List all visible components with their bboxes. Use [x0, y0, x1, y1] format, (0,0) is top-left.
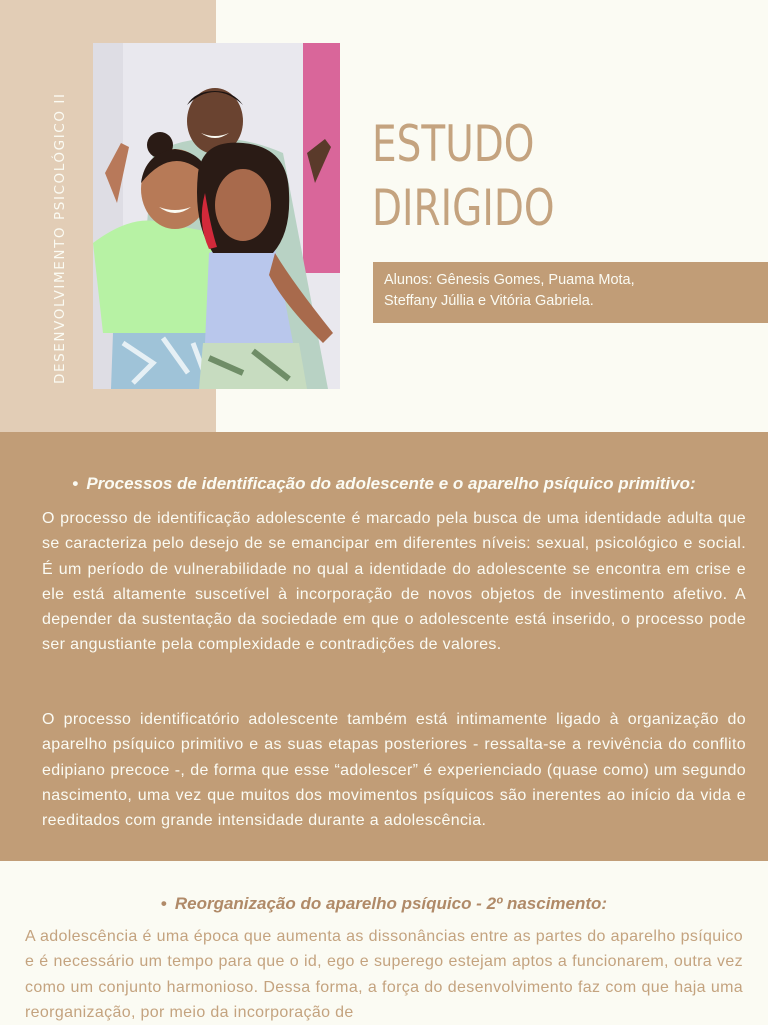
section-reorganization [0, 861, 768, 1024]
bullet-icon: • [160, 894, 167, 913]
section1-heading-text: Processos de identificação do adolescente e o aparelho psíquico primitivo: [86, 474, 696, 493]
section-identification [0, 432, 768, 861]
group-photo-illustration [93, 43, 340, 389]
section2-paragraph-1: A adolescência é uma época que aumenta as dissonâncias entre as partes do aparelho psíquico e é necessário um tempo para que o id, ego e superego estejam aptos a funcionarem, outra vez como um conjunto harmonioso. Dessa forma, a força do desenvolvimento faz com que haja uma reorganização, por meio da incorporação de [25, 928, 743, 1021]
section1-paragraph-1: O processo de identificação adolescente é marcado pela busca de uma identidade adulta que se caracteriza pelo desejo de se emancipar em diferentes níveis: sexual, psicológico e social. É um período de vulnerabilidade no qual a identidade do adolescente se encontra em crise e ele está altamente suscetível à incorporação de novos objetos de investimento afetivo. A depender da sustentação da sociedade em que o adolescente está inserido, o processo pode ser angustiante pela complexidade e contradições de valores. [42, 510, 746, 654]
title-line-2: DIRIGIDO [372, 179, 555, 237]
bullet-icon: • [72, 474, 79, 493]
authors-line-1: Alunos: Gênesis Gomes, Puama Mota, [384, 272, 635, 288]
cover-photo [93, 43, 340, 389]
section1-paragraph-2: O processo identificatório adolescente também está intimamente ligado à organização do aparelho psíquico primitivo e as suas etapas posteriores - ressalta-se a revivência do conflito edipiano precoce -, de forma que esse “adolescer” é experienciado (quase como) um segundo nascimento, uma vez que muitos dos movimentos psíquicos são inerentes ao início da vida e reeditados com grande intensidade durante a adolescência. [42, 711, 746, 830]
section2-heading-text: Reorganização do aparelho psíquico - 2º nascimento: [174, 894, 608, 913]
section1-heading [0, 474, 768, 494]
cover-top [0, 0, 768, 432]
title-line-1: ESTUDO [372, 115, 535, 173]
page-title [372, 112, 555, 240]
authors-box [373, 262, 768, 323]
course-label: DESENVOLVIMENTO PSICOLÓGICO II [52, 92, 68, 384]
authors-line-2: Steffany Júllia e Vitória Gabriela. [384, 293, 594, 309]
section2-heading [0, 894, 768, 914]
